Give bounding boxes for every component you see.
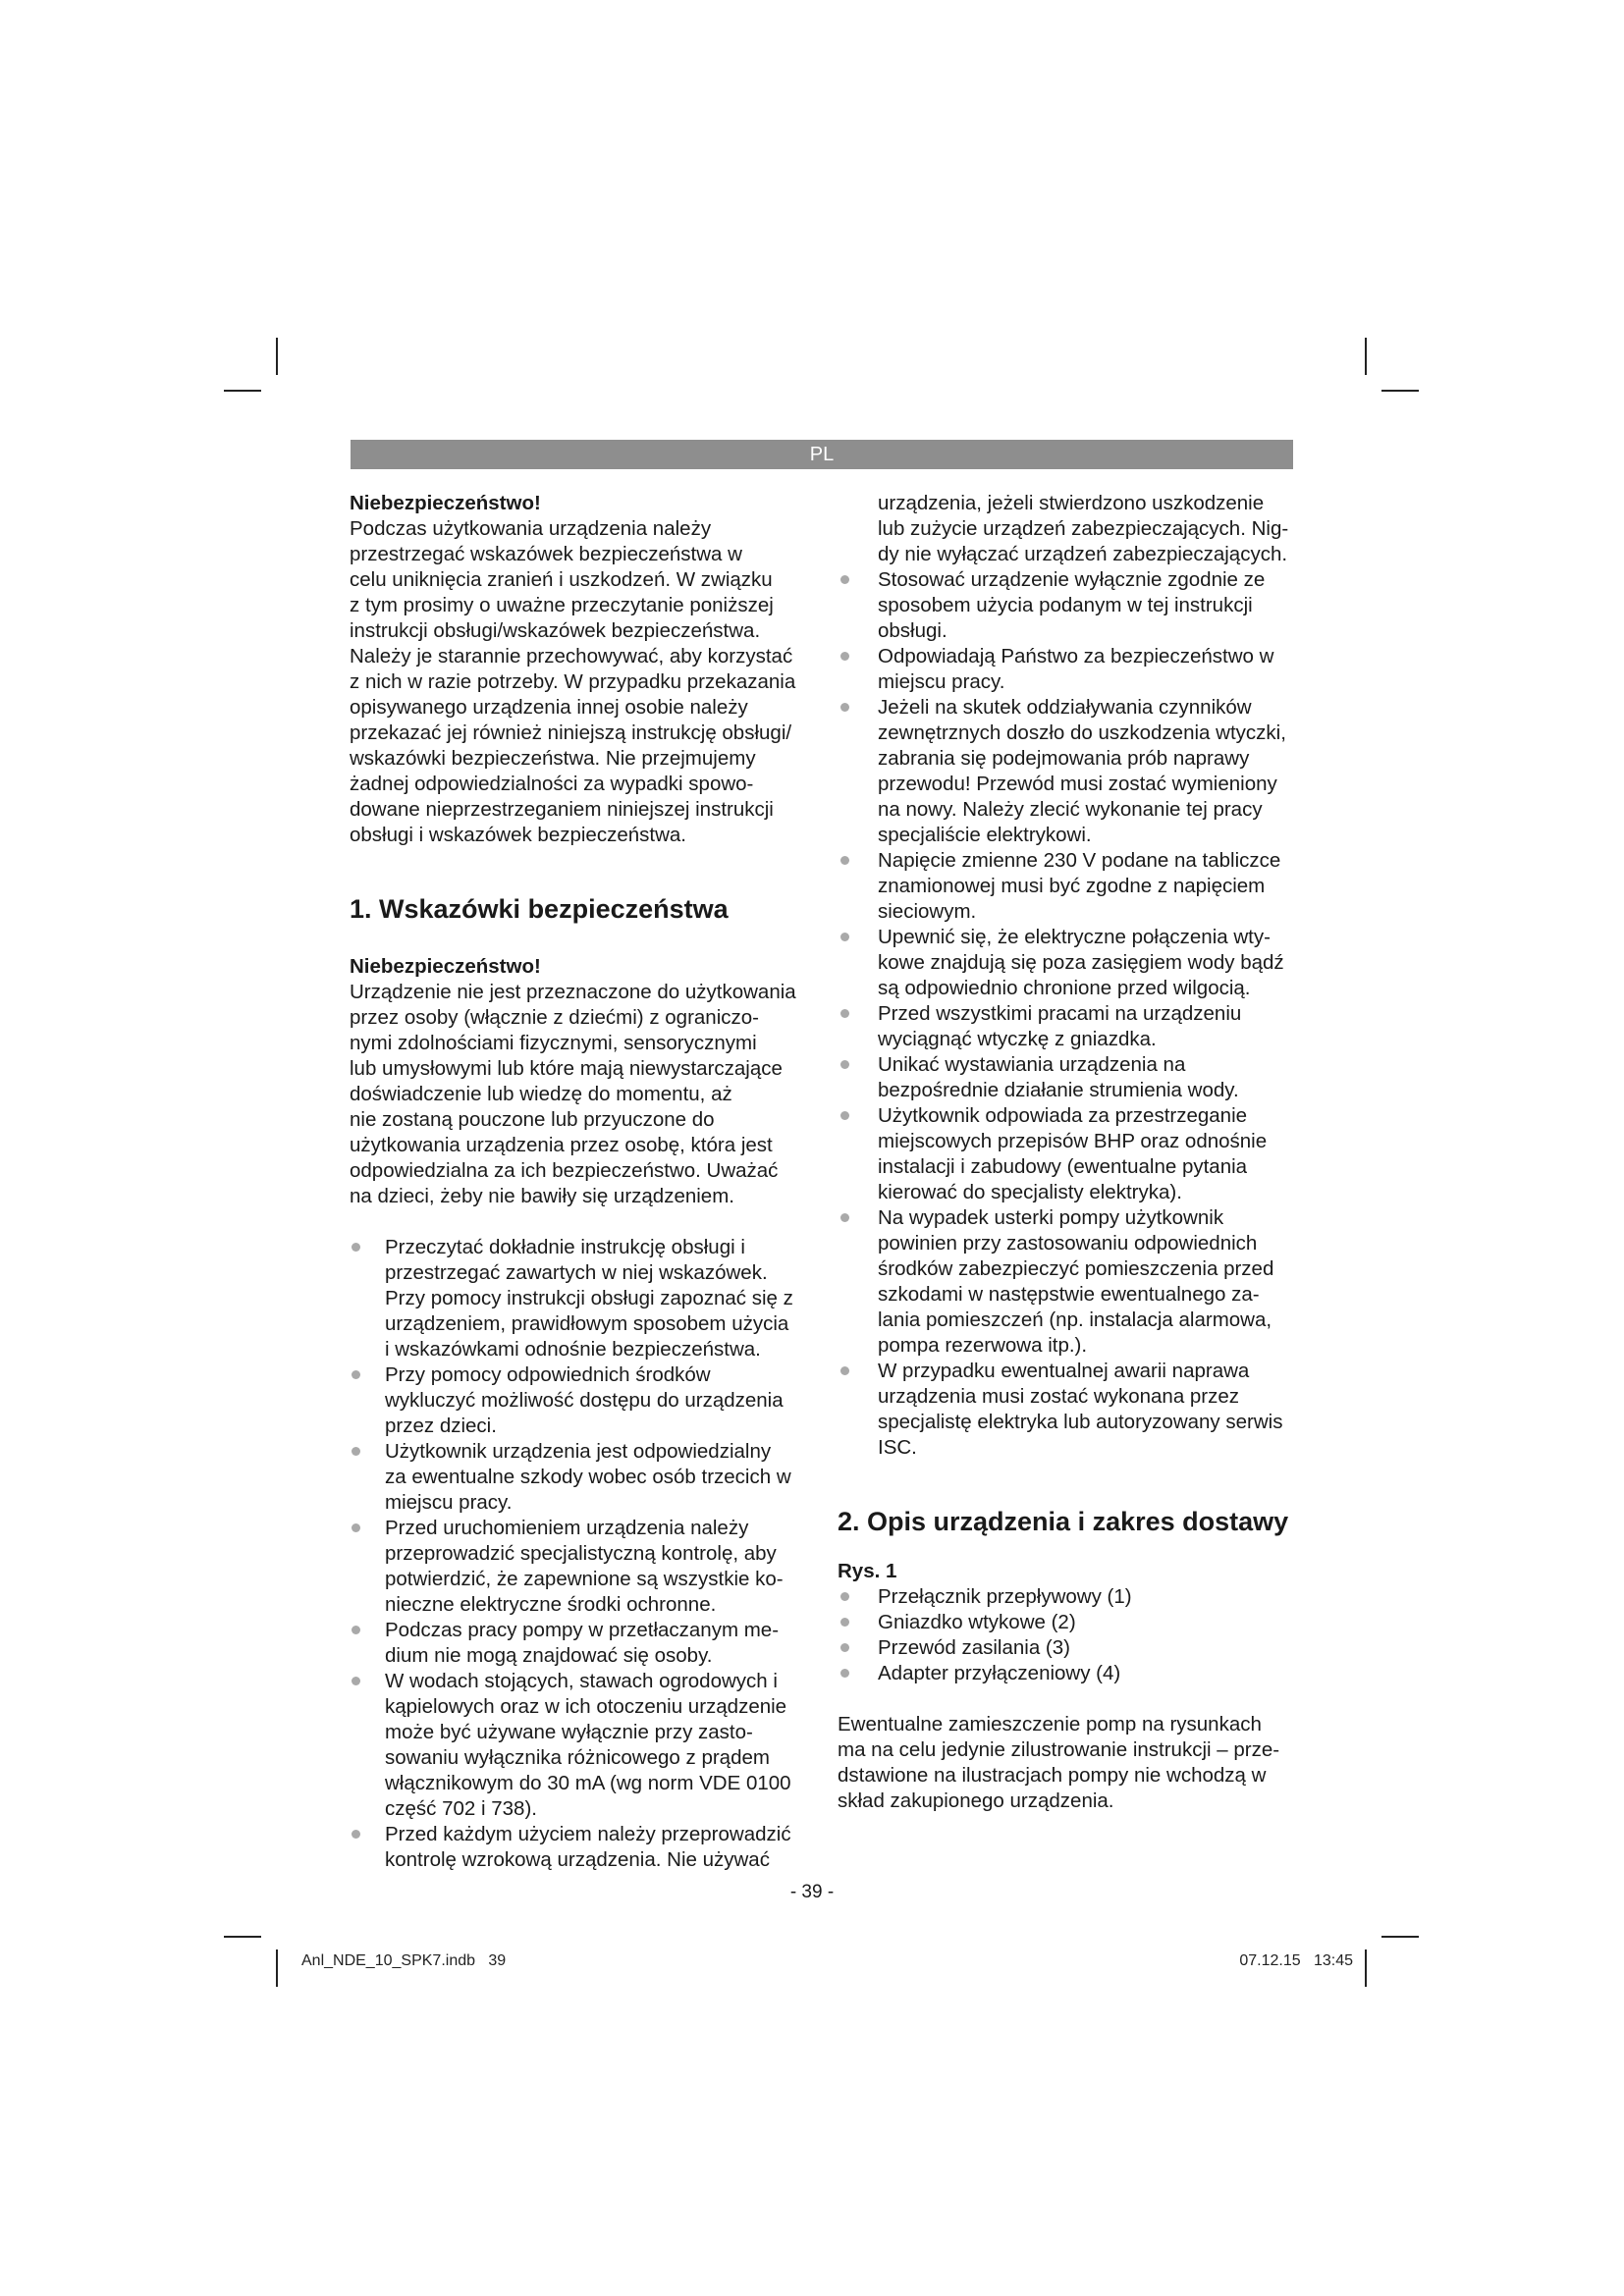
bullet-icon	[840, 575, 849, 584]
text-line: szkodami w następstwie ewentualnego za-	[878, 1283, 1260, 1306]
list-item	[350, 1822, 806, 1873]
text-line: ma na celu jedynie zilustrowanie instrukcji – prze-	[838, 1738, 1280, 1761]
text-line: wskazówki bezpieczeństwa. Nie przejmujemy	[350, 747, 756, 770]
list-item	[838, 567, 1294, 644]
text-line: Napięcie zmienne 230 V podane na tabliczce	[878, 849, 1281, 872]
text-line: na dzieci, żeby nie bawiły się urządzeniem.	[350, 1185, 734, 1207]
text-line: lub zużycie urządzeń zabezpieczających. Nig-	[878, 517, 1289, 540]
bullet-icon	[352, 1677, 360, 1685]
list-item	[838, 925, 1294, 1001]
text-line: opisywanego urządzenia innej osobie należy	[350, 696, 748, 719]
text-line: Przed wszystkimi pracami na urządzeniu	[878, 1002, 1242, 1025]
text-line: przeprowadzić specjalistyczną kontrolę, aby	[385, 1542, 777, 1565]
text-line: sowaniu wyłącznika różnicowego z prądem	[385, 1746, 770, 1769]
text-line: z tym prosimy o uważne przeczytanie poniższej	[350, 594, 774, 616]
right-column	[838, 491, 1294, 1814]
bullet-icon	[840, 1060, 849, 1069]
list-item	[838, 644, 1294, 695]
text-line: kontrolę wzrokową urządzenia. Nie używać	[385, 1848, 770, 1871]
bullet-icon	[840, 1111, 849, 1120]
list-item	[838, 1359, 1294, 1461]
text-line: W wodach stojących, stawach ogrodowych i	[385, 1670, 778, 1692]
text-line: przestrzegać wskazówek bezpieczeństwa w	[350, 543, 742, 565]
text-line: potwierdzić, że zapewnione są wszystkie ko-	[385, 1568, 784, 1590]
text-line: Upewnić się, że elektryczne połączenia wty-	[878, 926, 1271, 948]
text-line: część 702 i 738).	[385, 1797, 537, 1820]
text-line: Należy je starannie przechowywać, aby korzystać	[350, 645, 793, 667]
text-line: urządzenia musi zostać wykonana przez	[878, 1385, 1240, 1408]
text-line: urządzeniem, prawidłowym sposobem użycia	[385, 1312, 789, 1335]
text-line: Urządzenie nie jest przeznaczone do użytkowania	[350, 981, 796, 1003]
text-line: miejscu pracy.	[385, 1491, 513, 1514]
crop-mark	[1381, 390, 1419, 392]
text-line: środków zabezpieczyć pomieszczenia przed	[878, 1257, 1274, 1280]
text-line: Przełącznik przepływowy (1)	[878, 1585, 1132, 1608]
note-paragraph	[838, 1712, 1294, 1814]
text-line: sposobem użycia podanym w tej instrukcji	[878, 594, 1253, 616]
text-line: miejscowych przepisów BHP oraz odnośnie	[878, 1130, 1268, 1152]
text-line: Użytkownik urządzenia jest odpowiedzialny	[385, 1440, 772, 1463]
bullet-icon	[352, 1523, 360, 1532]
list-item	[838, 695, 1294, 848]
text-line: dowane nieprzestrzeganiem niniejszej instrukcji	[350, 798, 774, 821]
list-item	[838, 1001, 1294, 1052]
bullet-icon	[352, 1626, 360, 1634]
crop-mark	[1365, 338, 1367, 375]
bullet-icon	[352, 1447, 360, 1456]
text-line: lub umysłowymi lub które mają niewystarczające	[350, 1057, 783, 1080]
text-line: instrukcji obsługi/wskazówek bezpieczeństwa.	[350, 619, 761, 642]
text-line: instalacji i zabudowy (ewentualne pytania	[878, 1155, 1248, 1178]
text-line: dstawione na ilustracjach pompy nie wchodzą w	[838, 1764, 1267, 1787]
text-line: znamionowej musi być zgodne z napięciem	[878, 875, 1266, 897]
text-line: użytkowania urządzenia przez osobę, która jest	[350, 1134, 773, 1156]
list-item	[838, 848, 1294, 925]
text-line: Ewentualne zamieszczenie pomp na rysunkach	[838, 1713, 1262, 1735]
text-line: przez dzieci.	[385, 1415, 497, 1437]
crop-mark	[276, 338, 278, 375]
text-line: nie zostaną pouczone lub przyuczone do	[350, 1108, 715, 1131]
text-line: Podczas użytkowania urządzenia należy	[350, 517, 712, 540]
text-line: zewnętrznych doszło do uszkodzenia wtyczki,	[878, 721, 1286, 744]
text-line: doświadczenie lub wiedzę do momentu, aż	[350, 1083, 732, 1105]
text-line: są odpowiednio chronione przed wilgocią.	[878, 977, 1251, 999]
text-line: pompa rezerwowa itp.).	[878, 1334, 1088, 1357]
list-item	[838, 1661, 1294, 1686]
text-line: Przy pomocy instrukcji obsługi zapoznać się z	[385, 1287, 793, 1309]
language-banner	[351, 440, 1293, 469]
crop-mark	[224, 1936, 261, 1938]
text-line: powinien przy zastosowaniu odpowiednich	[878, 1232, 1258, 1255]
text-line: Przed każdym użyciem należy przeprowadzić	[385, 1823, 791, 1845]
footer-date: 07.12.15 13:45	[1239, 1952, 1353, 1969]
text-line: specjalistę elektryka lub autoryzowany serwis	[878, 1411, 1283, 1433]
text-line: Jeżeli na skutek oddziaływania czynników	[878, 696, 1252, 719]
footer-file: Anl_NDE_10_SPK7.indb 39	[301, 1952, 507, 1969]
text-line: Przeczytać dokładnie instrukcję obsługi i	[385, 1236, 745, 1258]
bullet-icon	[352, 1370, 360, 1379]
list-item	[350, 1669, 806, 1822]
text-line: za ewentualne szkody wobec osób trzecich w	[385, 1466, 791, 1488]
list-item	[350, 1235, 806, 1362]
text-line: odpowiedzialna za ich bezpieczeństwo. Uważać	[350, 1159, 779, 1182]
text-line: przewodu! Przewód musi zostać wymieniony	[878, 773, 1277, 795]
bullet-icon	[840, 1669, 849, 1678]
text-line: Na wypadek usterki pompy użytkownik	[878, 1206, 1224, 1229]
text-line: Użytkownik odpowiada za przestrzeganie	[878, 1104, 1248, 1127]
text-line: i wskazówkami odnośnie bezpieczeństwa.	[385, 1338, 761, 1361]
text-line: miejscu pracy.	[878, 670, 1005, 693]
text-line: Gniazdko wtykowe (2)	[878, 1611, 1076, 1633]
continued-item	[838, 491, 1294, 567]
text-line: urządzenia, jeżeli stwierdzono uszkodzenie	[878, 492, 1265, 514]
bullet-icon	[840, 933, 849, 941]
bullet-icon	[840, 1366, 849, 1375]
section-2-title: 2. Opis urządzenia i zakres dostawy	[838, 1507, 1289, 1536]
text-line: nymi zdolnościami fizycznymi, sensorycznymi	[350, 1032, 757, 1054]
text-line: obsługi.	[878, 619, 947, 642]
parts-list	[838, 1584, 1294, 1686]
text-line: włącznikowym do 30 mA (wg norm VDE 0100	[385, 1772, 791, 1794]
crop-mark	[1381, 1936, 1419, 1938]
intro-paragraph	[350, 516, 806, 848]
text-line: kowe znajdują się poza zasięgiem wody bądź	[878, 951, 1284, 974]
text-line: lania pomieszczeń (np. instalacja alarmowa,	[878, 1308, 1272, 1331]
list-item	[838, 1610, 1294, 1635]
text-line: Stosować urządzenie wyłącznie zgodnie ze	[878, 568, 1266, 591]
bullet-icon	[840, 1592, 849, 1601]
left-column	[350, 491, 806, 1873]
list-item	[838, 1584, 1294, 1610]
bullet-icon	[840, 856, 849, 865]
list-item	[350, 1362, 806, 1439]
bullet-icon	[840, 652, 849, 661]
text-line: wyciągnąć wtyczkę z gniazdka.	[878, 1028, 1157, 1050]
text-line: dium nie mogą znajdować się osoby.	[385, 1644, 713, 1667]
text-line: przez osoby (włącznie z dziećmi) z ograniczo-	[350, 1006, 759, 1029]
section-1-title: 1. Wskazówki bezpieczeństwa	[350, 894, 729, 924]
crop-mark	[1365, 1949, 1367, 1987]
text-line: specjaliście elektrykowi.	[878, 824, 1092, 846]
text-line: ISC.	[878, 1436, 917, 1459]
safety-list	[350, 1235, 806, 1873]
text-line: sieciowym.	[878, 900, 977, 923]
list-item	[838, 1052, 1294, 1103]
list-item	[350, 1516, 806, 1618]
text-line: dy nie wyłączać urządzeń zabezpieczających.	[878, 543, 1288, 565]
text-line: nieczne elektryczne środki ochronne.	[385, 1593, 717, 1616]
text-line: Odpowiadają Państwo za bezpieczeństwo w	[878, 645, 1274, 667]
bullet-icon	[840, 1618, 849, 1627]
text-line: żadnej odpowiedzialności za wypadki spowo-	[350, 773, 754, 795]
bullet-icon	[840, 1213, 849, 1222]
bullet-icon	[840, 1643, 849, 1652]
text-line: wykluczyć możliwość dostępu do urządzenia	[385, 1389, 784, 1412]
text-line: skład zakupionego urządzenia.	[838, 1789, 1114, 1812]
text-line: kierować do specjalisty elektryka).	[878, 1181, 1182, 1203]
danger-heading: Niebezpieczeństwo!	[350, 955, 541, 978]
list-item	[838, 1205, 1294, 1359]
text-line: na nowy. Należy zlecić wykonanie tej pracy	[878, 798, 1263, 821]
text-line: bezpośrednie działanie strumienia wody.	[878, 1079, 1239, 1101]
text-line: może być używane wyłącznie przy zasto-	[385, 1721, 753, 1743]
text-line: W przypadku ewentualnej awarii naprawa	[878, 1360, 1250, 1382]
page-number: - 39 -	[789, 1882, 835, 1902]
text-line: Przed uruchomieniem urządzenia należy	[385, 1517, 749, 1539]
text-line: przekazać jej również niniejszą instrukcję obsługi/	[350, 721, 792, 744]
text-line: z nich w razie potrzeby. W przypadku przekazania	[350, 670, 796, 693]
list-item	[350, 1439, 806, 1516]
text-line: zabrania się podejmowania prób naprawy	[878, 747, 1250, 770]
warning-paragraph	[350, 980, 806, 1209]
crop-mark	[276, 1949, 278, 1987]
figure-label: Rys. 1	[838, 1560, 897, 1582]
text-line: kąpielowych oraz w ich otoczeniu urządzenie	[385, 1695, 787, 1718]
list-item	[838, 1635, 1294, 1661]
bullet-icon	[352, 1243, 360, 1252]
bullet-icon	[352, 1830, 360, 1839]
language-label: PL	[809, 443, 835, 465]
text-line: obsługi i wskazówek bezpieczeństwa.	[350, 824, 686, 846]
text-line: Adapter przyłączeniowy (4)	[878, 1662, 1121, 1684]
text-line: Przewód zasilania (3)	[878, 1636, 1070, 1659]
text-line: Podczas pracy pompy w przetłaczanym me-	[385, 1619, 780, 1641]
danger-heading: Niebezpieczeństwo!	[350, 492, 541, 514]
text-line: przestrzegać zawartych w niej wskazówek.	[385, 1261, 768, 1284]
text-line: Unikać wystawiania urządzenia na	[878, 1053, 1186, 1076]
list-item	[350, 1618, 806, 1669]
bullet-icon	[840, 1009, 849, 1018]
text-line: Przy pomocy odpowiednich środków	[385, 1363, 711, 1386]
list-item	[838, 1103, 1294, 1205]
bullet-icon	[840, 703, 849, 712]
crop-mark	[224, 390, 261, 392]
text-line: celu uniknięcia zranień i uszkodzeń. W związku	[350, 568, 773, 591]
safety-list-continued	[838, 567, 1294, 1461]
